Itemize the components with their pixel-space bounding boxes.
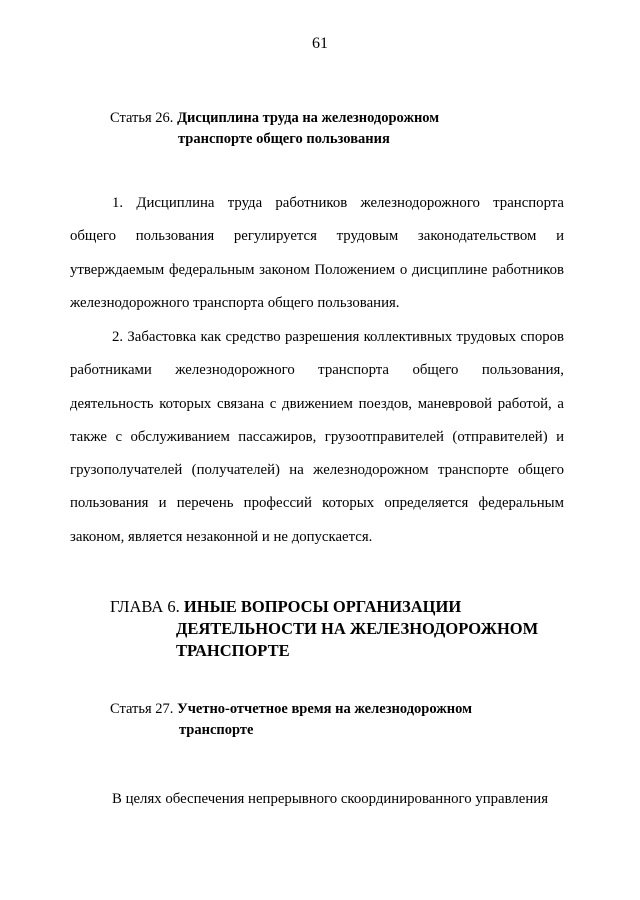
article-26-paragraph-1 xyxy=(70,187,564,320)
page-number: 61 xyxy=(312,35,328,52)
chapter-6-title-line2: ДЕЯТЕЛЬНОСТИ НА ЖЕЛЕЗНОДОРОЖНОМ xyxy=(176,619,539,638)
article-26-title-line2: транспорте общего пользования xyxy=(178,131,390,147)
article-26-label: Статья 26. xyxy=(110,110,174,126)
chapter-6-title-line1: ИНЫЕ ВОПРОСЫ ОРГАНИЗАЦИИ xyxy=(183,597,462,616)
article-27-label: Статья 27. xyxy=(110,701,174,717)
article-27-heading xyxy=(110,699,580,741)
article-26-title-line1: Дисциплина труда на железнодорожном xyxy=(177,110,440,126)
chapter-6-heading xyxy=(110,596,580,662)
paragraph: 1. Дисциплина труда работников железнодорожного транспорта общего пользования регулируется трудовым законодательством и утверждаемым федеральным законом Положением о дисциплине работников железнодорожного транспорта общего пользования. xyxy=(70,195,564,311)
chapter-6-label: ГЛАВА 6. xyxy=(110,597,180,616)
paragraph: 2. Забастовка как средство разрешения коллективных трудовых споров работниками железнодорожного транспорта общего пользования, деятельность которых связана с движением поездов, маневровой работой, а также с обслуживанием пассажиров, грузоотправителей (отправителей) и грузополучателей (получателей) на железнодорожном транспорте общего пользования и перечень профессий которых определяется федеральным законом, является незаконной и не допускается. xyxy=(70,329,564,545)
article-27-title-line2: транспорте xyxy=(179,722,254,738)
article-27-title-line1: Учетно-отчетное время на железнодорожном xyxy=(177,701,472,717)
article-26-paragraph-2 xyxy=(70,321,564,554)
article-26-heading xyxy=(110,108,580,150)
chapter-6-title-line3: ТРАНСПОРТЕ xyxy=(176,641,290,660)
paragraph: В целях обеспечения непрерывного скоординированного управления xyxy=(112,791,549,807)
article-27-paragraph-1 xyxy=(70,783,564,816)
